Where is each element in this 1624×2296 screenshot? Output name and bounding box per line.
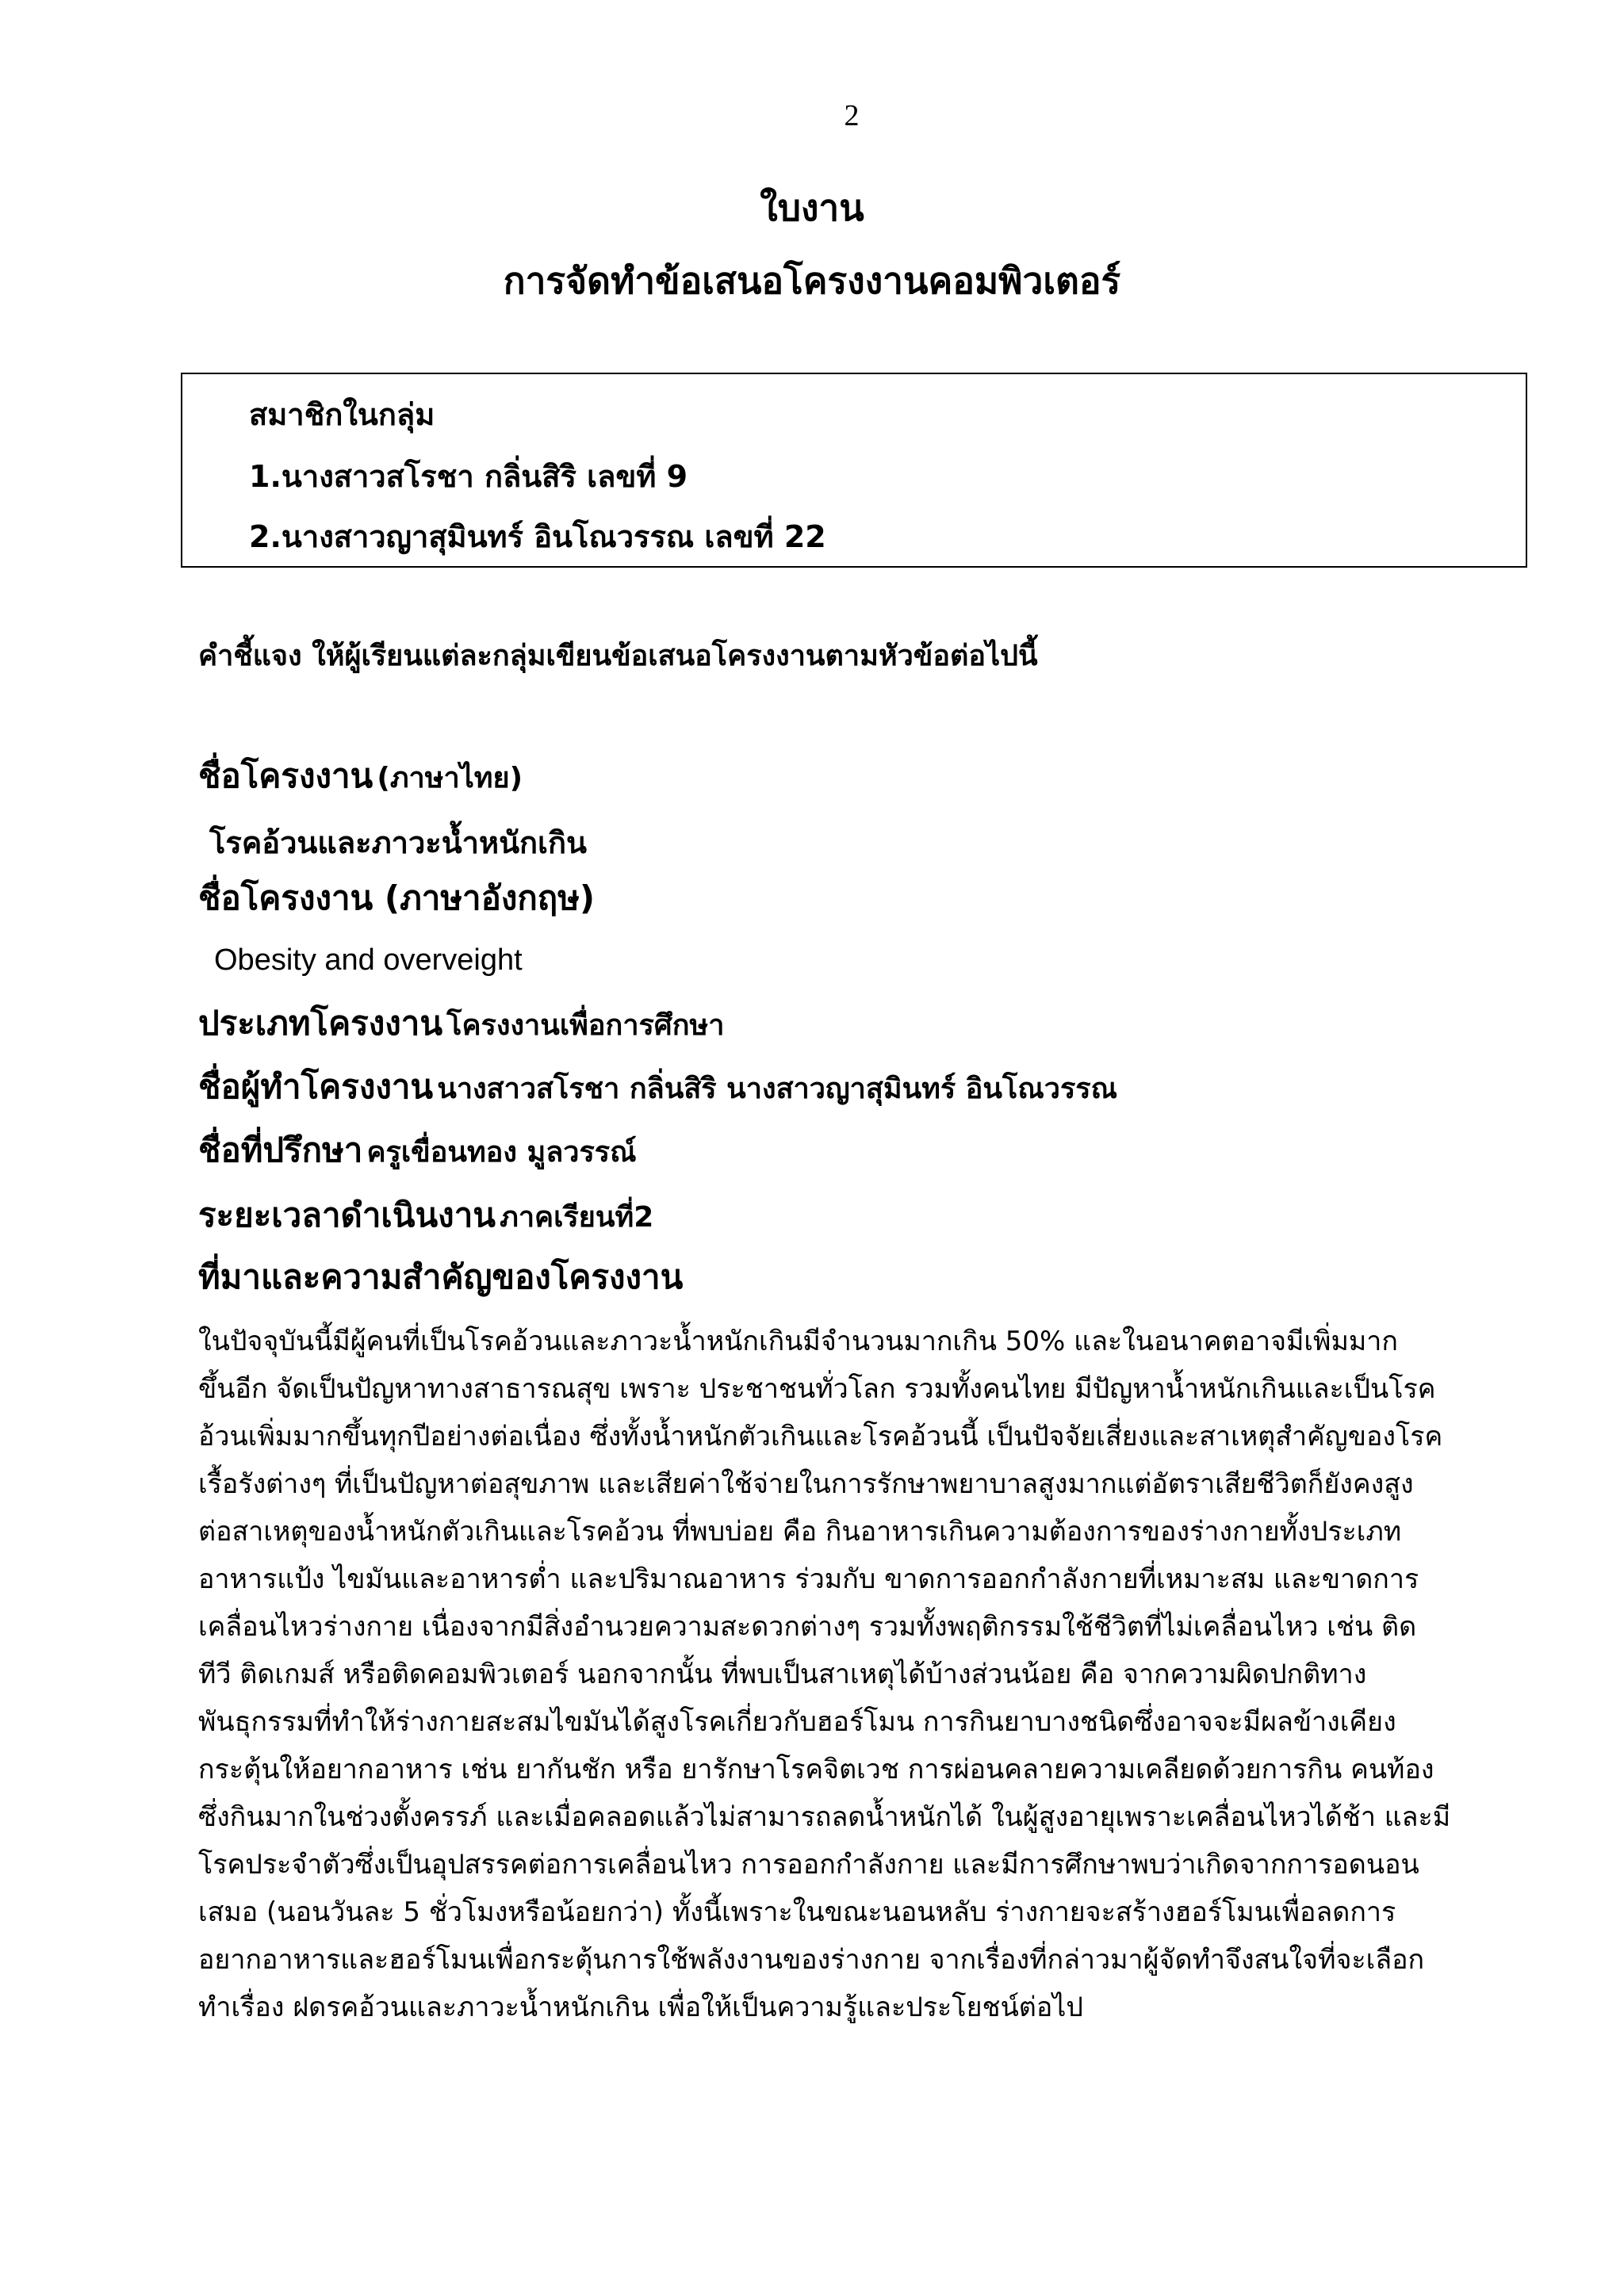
instruction-text: คำชี้แจง ให้ผู้เรียนแต่ละกลุ่มเขียนข้อเสนอโครงงานตามหัวข้อต่อไปนี้ bbox=[198, 640, 1038, 672]
paragraph-line: อยากอาหารและฮอร์โมนเพื่อกระตุ้นการใช้พลังงานของร่างกาย จากเรื่องที่กล่าวมาผู้จัดทำจึงสนใจที่จะเลือก bbox=[198, 1944, 1425, 1976]
page-title: ใบงาน bbox=[760, 186, 864, 229]
duration-field bbox=[198, 1189, 653, 1242]
members-heading: สมาชิกในกลุ่ม bbox=[249, 397, 435, 432]
paragraph-line: โรคประจำตัวซึ่งเป็นอุปสรรคต่อการเคลื่อนไหว การออกกำลังกาย และมีการศึกษาพบว่าเกิดจากการอดนอน bbox=[198, 1849, 1419, 1881]
project-name-th-label: ชื่อโครงงาน bbox=[198, 756, 373, 795]
project-name-th-suffix: (ภาษาไทย) bbox=[377, 762, 523, 794]
member-2: 2.นางสาวญาสุมินทร์ อินโณวรรณ เลขที่ 22 bbox=[249, 519, 826, 554]
advisor-value: ครูเขื่อนทอง มูลวรรณ์ bbox=[366, 1136, 637, 1169]
page-subtitle: การจัดทำข้อเสนอโครงงานคอมพิวเตอร์ bbox=[503, 259, 1121, 302]
paragraph-line: อ้วนเพิ่มมากขึ้นทุกปีอย่างต่อเนื่อง ซึ่งทั้งน้ำหนักตัวเกินและโรคอ้วนนี้ เป็นปัจจัยเสี่ยงและสาเหตุสำคัญของโรค bbox=[198, 1421, 1443, 1452]
paragraph-line: เรื้อรังต่างๆ ที่เป็นปัญหาต่อสุขภาพ และเสียค่าใช้จ่ายในการรักษาพยาบาลสูงมากแต่อัตราเสียชีวิตก็ยังคงสูง bbox=[198, 1468, 1414, 1500]
authors-label: ชื่อผู้ทำโครงงาน bbox=[198, 1067, 434, 1106]
paragraph-line: ในปัจจุบันนี้มีผู้คนที่เป็นโรคอ้วนและภาวะน้ำหนักเกินมีจำนวนมากเกิน 50% และในอนาคตอาจมีเพิ่มมาก bbox=[198, 1326, 1398, 1357]
page-number: 2 bbox=[844, 99, 860, 132]
background-paragraph bbox=[198, 1318, 1538, 2031]
authors-field bbox=[198, 1061, 1117, 1113]
advisor-field bbox=[198, 1124, 637, 1177]
paragraph-line: กระตุ้นให้อยากอาหาร เช่น ยากันชัก หรือ ยารักษาโรคจิตเวช การผ่อนคลายความเคลียดด้วยการกิน คนท้อง bbox=[198, 1754, 1434, 1785]
paragraph-line: ทีวี ติดเกมส์ หรือติดคอมพิวเตอร์ นอกจากนั้น ที่พบเป็นสาเหตุได้บ้างส่วนน้อย คือ จากความผิดปกติทาง bbox=[198, 1659, 1367, 1690]
duration-value: ภาคเรียนที่2 bbox=[500, 1201, 654, 1234]
background-field bbox=[198, 1251, 683, 1303]
member-1: 1.นางสาวสโรชา กลิ่นสิริ เลขที่ 9 bbox=[249, 459, 688, 494]
paragraph-line: เคลื่อนไหวร่างกาย เนื่องจากมีสิ่งอำนวยความสะดวกต่างๆ รวมทั้งพฤติกรรมใช้ชีวิตที่ไม่เคลื่อนไหว เช่น ติด bbox=[198, 1611, 1417, 1643]
paragraph-line: ทำเรื่อง ฝดรคอ้วนและภาวะน้ำหนักเกิน เพื่อให้เป็นความรู้และประโยชน์ต่อไป bbox=[198, 1992, 1083, 2023]
paragraph-line: ซึ่งกินมากในช่วงตั้งครรภ์ และเมื่อคลอดแล้วไม่สามารถลดน้ำหนักได้ ในผู้สูงอายุเพราะเคลื่อนไหวได้ช้า และมี bbox=[198, 1801, 1451, 1833]
paragraph-line: พันธุกรรมที่ทำให้ร่างกายสะสมไขมันได้สูงโรคเกี่ยวกับฮอร์โมน การกินยาบางชนิดซึ่งอาจจะมีผลข้างเคียง bbox=[198, 1706, 1396, 1738]
project-name-th-field bbox=[198, 750, 523, 802]
authors-value: นางสาวสโรชา กลิ่นสิริ นางสาวญาสุมินทร์ อินโณวรรณ bbox=[437, 1073, 1118, 1105]
project-name-en-label: ชื่อโครงงาน (ภาษาอังกฤษ) bbox=[198, 878, 596, 917]
paragraph-line: อาหารแป้ง ไขมันและอาหารต่ำ และปริมาณอาหาร ร่วมกับ ขาดการออกกำลังกายที่เหมาะสม และขาดการ bbox=[198, 1563, 1419, 1595]
project-type-field bbox=[198, 997, 724, 1050]
project-type-value: โครงงานเพื่อการศึกษา bbox=[446, 1009, 725, 1042]
paragraph-line: ต่อสาเหตุของน้ำหนักตัวเกินและโรคอ้วน ที่พบบ่อย คือ กินอาหารเกินความต้องการของร่างกายทั้งประเภท bbox=[198, 1516, 1402, 1548]
advisor-label: ชื่อที่ปรึกษา bbox=[198, 1131, 363, 1169]
project-name-en-field bbox=[198, 872, 595, 924]
project-type-label: ประเภทโครงงาน bbox=[198, 1004, 443, 1043]
project-name-th-value: โรคอ้วนและภาวะน้ำหนักเกิน bbox=[209, 825, 588, 860]
project-name-en-value: Obesity and overveight bbox=[214, 943, 523, 977]
duration-label: ระยะเวลาดำเนินงาน bbox=[198, 1196, 496, 1234]
paragraph-line: เสมอ (นอนวันละ 5 ชั่วโมงหรือน้อยกว่า) ทั้งนี้เพราะในขณะนอนหลับ ร่างกายจะสร้างฮอร์โมนเพื่อลดการ bbox=[198, 1896, 1396, 1928]
paragraph-line: ขึ้นอีก จัดเป็นปัญหาทางสาธารณสุข เพราะ ประชาชนทั่วโลก รวมทั้งคนไทย มีปัญหาน้ำหนักเกินและเป็นโรค bbox=[198, 1373, 1436, 1405]
background-label: ที่มาและความสำคัญของโครงงาน bbox=[198, 1257, 684, 1296]
members-box bbox=[181, 373, 1527, 568]
